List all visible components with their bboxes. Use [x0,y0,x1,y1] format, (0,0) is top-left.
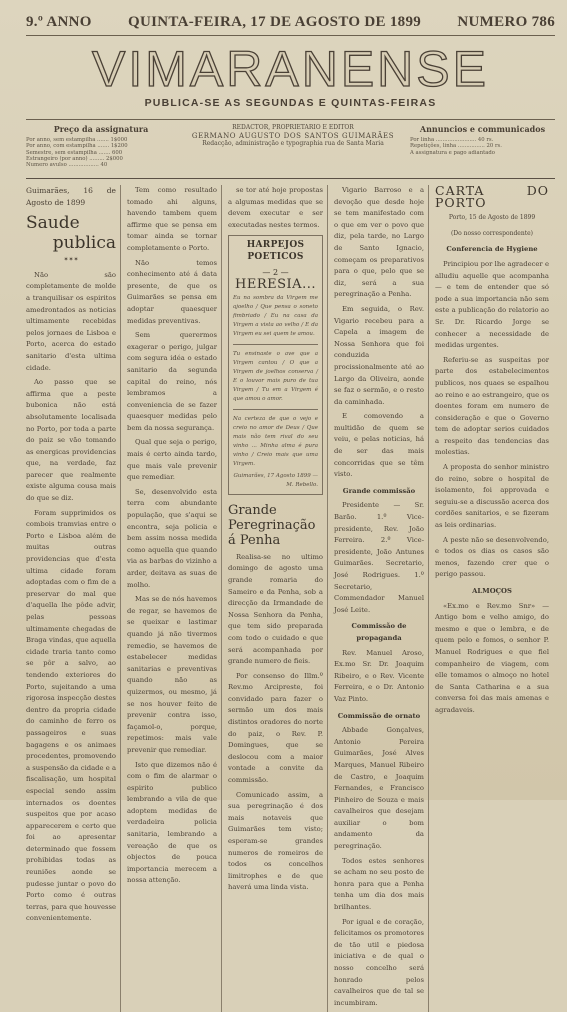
issue-date: QUINTA-FEIRA, 17 DE AGOSTO DE 1899 [128,14,422,30]
paragraph: Rev. Manuel Aroso, Ex.mo Sr. Dr. Joaquim Ribeiro, e o Rev. Vicente Ferreira, e o Dr. Antonio Vaz Pinto. [334,648,424,703]
article-heading-saude: Saude [26,213,80,234]
price-line: Por anno, sem estampilha ....... 1$000 [26,137,128,143]
paragraph: Realisa-se no ultimo domingo de agosto uma grande romaria do Sameiro e da Penha, sob a direcção da Irmandade de Nossa Senhora da Penha, que tem sido preparada com todo o cuidado e que será acompanhada por grande numero de fieis. [228,552,323,666]
local-dateline: Guimarães, 16 de Agosto de 1899 [26,186,116,207]
section-heading: Commissão de propaganda [351,622,407,642]
paragraph: Sem querermos exagerar o perigo, julgar com segura idéa o estado sanitario da segunda capital do reino, nós lembramos a conveniencia de se fazer quaesquer medidas pelo bem da nossa segurança. [127,331,217,432]
article-heading-carta: CARTA DO PORTO [435,183,549,210]
paragraph: Por igual e de coração, felicitamos os promotores de tão util e piedosa iniciativa e de qual o nosso concelho será honrado pelos cavalheiros que de tal se incumbiram. [334,917,424,1007]
paragraph: Abbade Gonçalves, Antonio Pereira Guimarães, José Alves Marques, Manuel Ribeiro de Castro, e Joaquim Fernandes, e Francisco Pinheiro de Souza e mais cavalheiros que desejam auxiliar o bom andamento da peregrinação. [334,726,424,851]
section-heading: Conferencia de Hygiene [446,245,538,254]
newspaper-title: VIMARANENSE [92,41,489,97]
newspaper-subtitle: PUBLICA-SE AS SEGUNDAS E QUINTAS-FEIRAS [144,97,437,109]
paragraph: Vigario Barroso e a devoção que desde hoje se tem manifestado com o que em ver o povo que diz, pela tarde, no Largo de Santo Ignacio, começam os preparativos para o que, pelo que se diz, será a sua peregrinação a Penha. [334,186,424,299]
price-line: Numero avulso .................. 40 [26,162,108,169]
issue-number: NUMERO 786 [457,14,555,30]
paragraph: Foram supprimidos os combois tramvias entre o Porto e Lisboa além de muitas outras providencias que d'esta ultima cidade foram adoptadas com o fim de a preservar do mal que d'aquella lhe pôde advir, pelas pessoas ultimamente chegadas de Braga vindas, que aquella cidade traria tanto como se pôr a salvo, ao tendendo exteriores do Porto, sujeitando a uma rigorosa inspecção destes dentro da propria cidade do caminho de ferro os passageiros e suas bagagens e os animaes procedentes, promovendo a suspensão da cidade e a fiscalisação, um hospital especial sendo assim internados os doentes suspeitos que por acaso apparecerem e certo que foi ao apresentar determinado que fossem prohibidas todas as reuniões aonde se pudesse juntar o povo do Porto como é outras terras, para que houvesse convenientemente. [26,508,116,923]
advert-prices [410,124,555,174]
column-5 [435,185,553,1012]
paragraph: Ao passo que se affirma que a peste bubonica não está absolutamente localisada no Porto, por toda a parte do paiz se vão tomando as energicas providencias que, na verdade, faz parecer que realmente existe alguma cousa mais do que se diz. [26,378,116,503]
divider [233,344,318,345]
masthead [26,42,555,109]
editor-heading: REDACTOR, PROPRIETARIO E EDITOR [232,124,354,131]
section-heading: Commissão de ornato [337,711,421,720]
divider [233,409,318,410]
column-3 [228,185,328,1012]
price-line: Semestre, sem estampilha ....... 600 [26,149,123,156]
subscription-prices [26,124,176,174]
paragraph: Presidente — Sr. Barão. 1.º Vice-presidente, Rev. João Ferreira. 2.º Vice-presidente, João Antunes Guimarães. Secretario, José Rodrigues. 1.º Secretario, Commendador Manuel José Leite. [334,501,424,614]
paragraph: Qual que seja o perigo, mais é certo ainda tardo, que mais vale prevenir que remediar. [127,438,217,482]
column-1 [26,185,121,1012]
section-heading: Grande commissão [342,486,416,495]
advert-heading: Annuncios e communicados [419,124,546,134]
poem-title: HERESIA... [235,277,316,293]
paragraph: Principiou por lhe agradecer e alludiu aquelle que acompanha — e tem de entender que só pode a sua importancia não sem este a publicação do relatorio ao Sr. Dr. Ricardo Jorge se conhecer a necessidade de medidas urgentes. [435,259,549,350]
paragraph: Se, desenvolvido esta terra com abundante população, que s'aqui se encontra, seja policia e bem assim nossa medida como aquella que quando via as barbas do vizinho a arder, deitava as suas de molho. [127,487,217,589]
poem-number: — 2 — [262,267,289,277]
paragraph: Não são completamente de molde a tranquilisar os espiritos amedrontados as noticias ultimamente recebidas pelos jornaes de Lisboa e Porto, acerca do estado sanitario d'esta ultima cidade. [26,270,116,372]
poem-stanza: Tu ensinaste o ave que a Virgem cantou / O que a Virgem de joelhos conserva / E o louvor mais puro de tua Virgem / Tu em a Virgem é que amou o amor. [233,350,318,402]
advert-line: Repetições, linha ................ 20 rs. [410,143,502,150]
price-line: Por anno, com estampilha ....... 1$200 [26,143,128,150]
letter-dateline: Porto, 15 de Agosto de 1899 [448,214,536,222]
poem-box [228,235,323,494]
paragraph: se tor até hoje propostas a algumas medidas que se devem executar e ser executadas nestes termos. [228,186,323,229]
editor-name: GERMANO AUGUSTO DOS SANTOS GUIMARÃES [191,132,395,140]
paragraph: Tem como resultado tomado ahi alguns, havendo tambem quem affirme que se pensa em tomar ainda se tornar completamente o Porto. [127,186,217,252]
column-2 [127,185,222,1012]
ornament-divider: ✶✶✶ [63,256,79,264]
info-bar [26,119,555,179]
paragraph: Todos estes senhores se acham no seu posto de honra para que a Penha tenha um dia dos mais brilhantes. [334,856,424,912]
article-heading-peregrinacao: Grande Peregrinação á Penha [228,502,316,548]
letter-byline: (Do nosso correspondente) [450,229,534,237]
paragraph: Em seguida, o Rev. Vigario recebeu para a Capela a imagem de Nossa Senhora que foi conduzida procissionalmente até ao Largo da Oliveira, aonde se faz o sermão, e o resto da caminhada. [334,304,424,406]
paragraph: Por consenso do Illm.º Rev.mo Arcipreste, foi convidado para fazer o sermão um dos mais distintos oradores do norte do paiz, o Rev. P. Domingues, que se deslocou com a maior vontade a convite da commissão. [228,671,323,785]
poem-stanza: Eu na sombra da Virgem me ajoelho / Que pensa o soneto fimbriado / Eu na casa da Virgem a vista ao velho / E da Virgem eu sei quem te amou. [233,294,318,337]
poem-section-title: HARPEJOS POETICOS [246,240,305,262]
paragraph: A proposta do senhor ministro do reino, sobre o hospital de isolamento, foi approvada e seguiu-se a discussão acerca dos cordões sanitarios, e se fizeram as leis ordinarias. [435,463,549,530]
paragraph: Isto que dizemos não é com o fim de alarmar o espirito publico lembrando a vila de que adoptem medidas de verdadeira policia sanitaria, lembrando a vereação de que os objectos de pouca importancia merecem a nossa attenção. [127,760,217,885]
paragraph: «Ex.mo e Rev.mo Snr» — Antigo bom e velho amigo, do mesmo e que o lembra, e de quem pelo e fomos, o senhor P. Manuel Rodrigues e que fiel companheiro de viagem, com elle tomamos o almoço no hotel de Santa Catharina e a sua conversa foi das mais amenas e agradaveis. [435,601,549,714]
paragraph: Comunicado assim, a sua peregrinação é dos mais notaveis que Guimarães tem visto; esperam-se grandes numeros de romeiros de todos os concelhos limitrophes e de que haverá uma linda vista. [228,790,323,892]
year-label: 9.º ANNO [26,14,92,30]
advert-line: A assignatura e pago adiantado [410,149,495,156]
column-4 [334,185,429,1012]
price-line: Estrangeiro (por anno) ......... 2$000 [26,155,123,162]
advert-line: Por linha ........................ 40 rs. [410,137,494,143]
top-line [26,14,555,36]
editor-info [184,124,402,174]
paragraph: Não temos conhecimento até á data presente, de que os Guimarães se pensa em adoptar quaesquer medidas preventivas. [127,258,217,325]
article-columns [26,183,555,1007]
paragraph: E comovendo a multidão de quem se veiu, e pelas noticias, há de ser das mais concorridas que se têm visto. [334,412,424,479]
paragraph: Referiu-se as suspeitas por parte dos estabelecimentos publicos, nos quaes se espalhou ao reino e ao estrangeiro, que os doentes foram em numero de consideração e que o Governo tem de adoptar serios cuidados a respeito das tendencias das molestias. [435,355,549,457]
section-heading: ALMOÇOS [472,587,512,595]
subscription-heading: Preço da assignatura [53,124,149,134]
article-heading-publica: publica [52,233,116,254]
paragraph: Mas se de nós havemos de regar, se havemos de se queixar e lastimar quando já não tivermos remedio, se havemos de estabelecer medidas sanitarias e preventivas quando não as quizermos, ou mesmo, já se nos houver feito de prevenir contra isso, façamol-o, porque, repetimos: mais vale prevenir que remediar. [127,595,217,754]
poem-stanza: Na certeza de que o vejo e creio no amor de Deus / Que mais não tem rival do seu vinho ... Minha alma é pura vinho / Creio mais que uma Virgem. [233,415,318,467]
editor-address: Redacção, administração e typographia rua de Santa Maria [202,140,384,147]
paragraph: A peste não se desenvolvendo, e todos os dias os casos são menos, fazendo crer que o perigo passou. [435,535,549,579]
poem-signature: Guimarães, 17 Agosto 1899 — M. Rebello. [233,472,318,488]
